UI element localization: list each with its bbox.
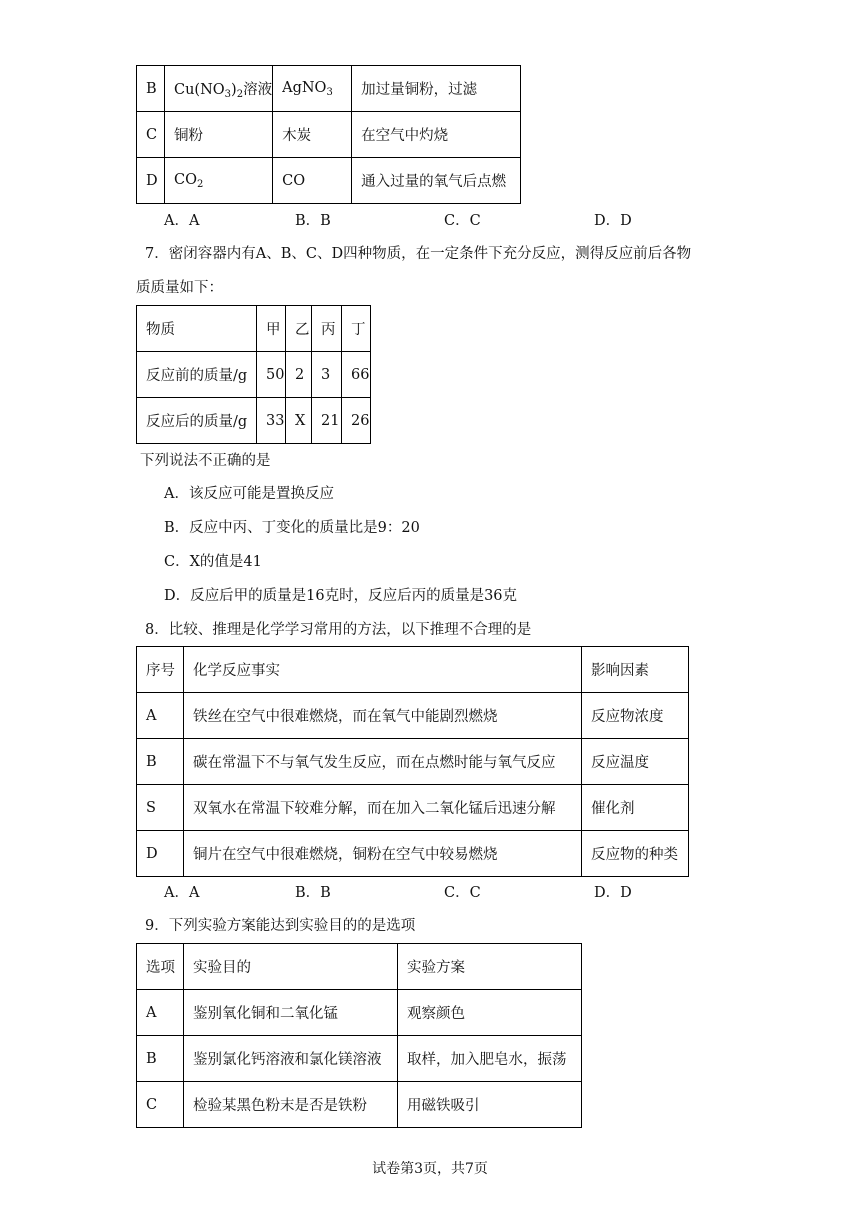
option-b[interactable]: B．B <box>295 885 331 901</box>
table-cell: CO <box>273 158 352 204</box>
table-header: 影响因素 <box>582 647 689 693</box>
option-a[interactable]: A．A <box>164 213 200 229</box>
table-cell: 双氧水在常温下较难分解，而在加入二氧化锰后迅速分解 <box>184 785 582 831</box>
table-cell: 21 <box>312 398 342 444</box>
q7-stem-line2: 质质量如下： <box>136 280 223 296</box>
q9-stem: 9．下列实验方案能达到实验目的的是选项 <box>145 918 416 934</box>
option-a[interactable]: A．A <box>164 885 200 901</box>
table-row <box>137 158 521 204</box>
table-cell: 铜粉 <box>165 112 273 158</box>
table-cell: C <box>137 112 165 158</box>
table-header: 实验方案 <box>398 944 582 990</box>
table-cell: 3 <box>312 352 342 398</box>
table-cell: D <box>137 158 165 204</box>
table-cell: 26 <box>342 398 371 444</box>
table-cell: $CO_2$ <box>165 158 273 204</box>
table-header: 丁 <box>342 306 371 352</box>
table-cell: 鉴别氧化铜和二氧化锰 <box>184 990 398 1036</box>
table-cell: 通入过量的氧气后点燃 <box>352 158 521 204</box>
table-row <box>137 785 689 831</box>
table-row <box>137 990 582 1036</box>
table-cell: B <box>137 1036 184 1082</box>
table-row <box>137 1082 582 1128</box>
table-cell: 检验某黑色粉末是否是铁粉 <box>184 1082 398 1128</box>
table-row <box>137 944 582 990</box>
table-cell: 木炭 <box>273 112 352 158</box>
table-cell: C <box>137 1082 184 1128</box>
table-cell: S <box>137 785 184 831</box>
q8-options <box>0 883 860 903</box>
table-cell: 铜片在空气中很难燃烧，铜粉在空气中较易燃烧 <box>184 831 582 877</box>
table-cell: B <box>137 66 165 112</box>
table-cell: 2 <box>286 352 312 398</box>
table-row <box>137 398 371 444</box>
q7-option-a[interactable]: A．该反应可能是置换反应 <box>164 486 334 502</box>
option-d[interactable]: D．D <box>594 213 632 229</box>
table-header: 物质 <box>137 306 257 352</box>
table-row <box>137 352 371 398</box>
option-c[interactable]: C．C <box>444 885 481 901</box>
table-row <box>137 306 371 352</box>
table-cell: 反应后的质量/g <box>137 398 257 444</box>
table-cell: $Cu(NO_3)_2$溶液 <box>165 66 273 112</box>
q7-option-b[interactable]: B．反应中丙、丁变化的质量比是9：20 <box>164 520 420 536</box>
table-cell: 碳在常温下不与氧气发生反应，而在点燃时能与氧气反应 <box>184 739 582 785</box>
q7-option-d[interactable]: D．反应后甲的质量是16克时，反应后丙的质量是36克 <box>164 588 518 604</box>
table-header: 化学反应事实 <box>184 647 582 693</box>
table-row <box>137 66 521 112</box>
table-row <box>137 739 689 785</box>
page-footer: 试卷第3页，共7页 <box>372 1161 488 1177</box>
table-cell: X <box>286 398 312 444</box>
table-header: 序号 <box>137 647 184 693</box>
table-row <box>137 693 689 739</box>
table-cell: 反应物浓度 <box>582 693 689 739</box>
q6-options <box>0 211 860 231</box>
table-cell: 反应物的种类 <box>582 831 689 877</box>
option-d[interactable]: D．D <box>594 885 632 901</box>
table-header: 实验目的 <box>184 944 398 990</box>
table-header: 甲 <box>257 306 286 352</box>
table-header: 选项 <box>137 944 184 990</box>
option-b[interactable]: B．B <box>295 213 331 229</box>
table-cell: 铁丝在空气中很难燃烧，而在氧气中能剧烈燃烧 <box>184 693 582 739</box>
q7-table <box>136 305 371 444</box>
table-header: 乙 <box>286 306 312 352</box>
q7-stem-line1: 7．密闭容器内有A、B、C、D四种物质，在一定条件下充分反应，测得反应前后各物 <box>145 246 692 262</box>
q7-prompt: 下列说法不正确的是 <box>140 453 271 469</box>
q8-stem: 8．比较、推理是化学学习常用的方法，以下推理不合理的是 <box>145 622 532 638</box>
table-row <box>137 831 689 877</box>
table-cell: 反应温度 <box>582 739 689 785</box>
q6-table <box>136 65 521 204</box>
table-cell: B <box>137 739 184 785</box>
table-cell: 催化剂 <box>582 785 689 831</box>
table-row <box>137 647 689 693</box>
table-cell: 取样，加入肥皂水，振荡 <box>398 1036 582 1082</box>
table-cell: 50 <box>257 352 286 398</box>
table-cell: 反应前的质量/g <box>137 352 257 398</box>
table-cell: AgNO$_3$ <box>273 66 352 112</box>
table-row <box>137 1036 582 1082</box>
table-header: 丙 <box>312 306 342 352</box>
table-cell: A <box>137 693 184 739</box>
table-cell: 用磁铁吸引 <box>398 1082 582 1128</box>
table-cell: 66 <box>342 352 371 398</box>
q9-table <box>136 943 582 1128</box>
option-c[interactable]: C．C <box>444 213 481 229</box>
table-cell: D <box>137 831 184 877</box>
table-cell: 33 <box>257 398 286 444</box>
q8-table <box>136 646 689 877</box>
q7-option-c[interactable]: C．X的值是41 <box>164 554 262 570</box>
table-cell: 观察颜色 <box>398 990 582 1036</box>
table-cell: 在空气中灼烧 <box>352 112 521 158</box>
table-cell: A <box>137 990 184 1036</box>
table-row <box>137 112 521 158</box>
table-cell: 加过量铜粉，过滤 <box>352 66 521 112</box>
table-cell: 鉴别氯化钙溶液和氯化镁溶液 <box>184 1036 398 1082</box>
